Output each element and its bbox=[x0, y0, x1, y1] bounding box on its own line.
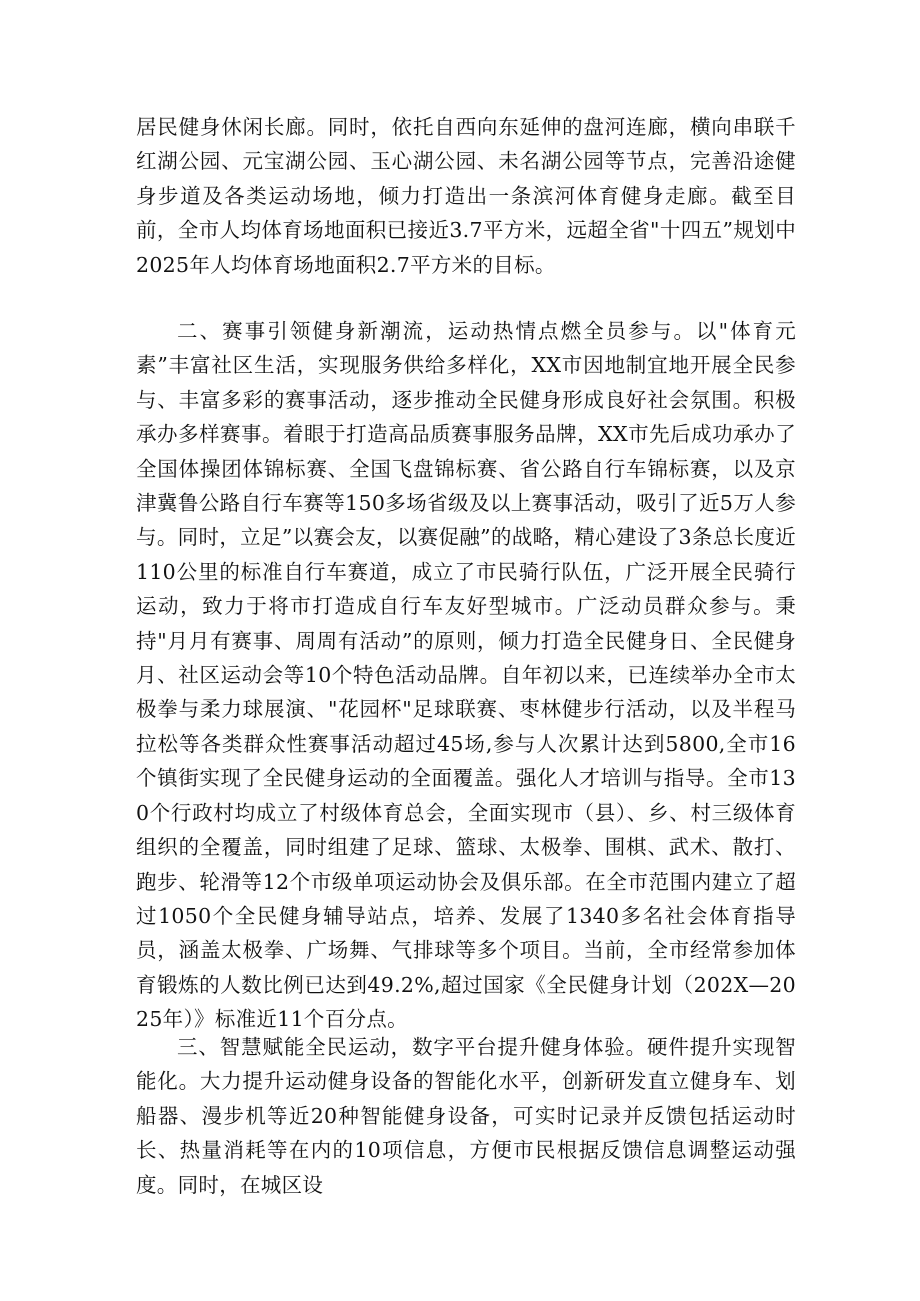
paragraph-section-three-smart-fitness: 三、智慧赋能全民运动，数字平台提升健身体验。硬件提升实现智能化。大力提升运动健身设备的智能化水平，创新研发直立健身车、划船器、漫步机等近20种智能健身设备，可实时记录并反馈包括运动时长、热量消耗等在内的10项信息，方便市民根据反馈信息调整运动强度。同时，在城区设 bbox=[136, 1035, 796, 1197]
paragraph-section-two-events: 二、赛事引领健身新潮流，运动热情点燃全员参与。以"体育元素”丰富社区生活，实现服务供给多样化，XX市因地制宜地开展全民参与、丰富多彩的赛事活动，逐步推动全民健身形成良好社会氛围。积极承办多样赛事。着眼于打造高品质赛事服务品牌，XX市先后成功承办了全国体操团体锦标赛、全国飞盘锦标赛、省公路自行车锦标赛，以及京津冀鲁公路自行车赛等150多场省级及以上赛事活动，吸引了近5万人参与。同时，立足”以赛会友，以赛促融”的战略，精心建设了3条总长度近110公里的标准自行车赛道，成立了市民骑行队伍，广泛开展全民骑行运动，致力于将市打造成自行车友好型城市。广泛动员群众参与。秉持"月月有赛事、周周有活动”的原则，倾力打造全民健身日、全民健身月、社区运动会等10个特色活动品牌。自年初以来，已连续举办全市太极拳与柔力球展演、"花园杯"足球联赛、枣林健步行活动，以及半程马拉松等各类群众性赛事活动超过45场,参与人次累计达到5800,全市16个镇街实现了全民健身运动的全面覆盖。强化人才培训与指导。全市130个行政村均成立了村级体育总会，全面实现市（县）、乡、村三级体育组织的全覆盖，同时组建了足球、篮球、太极拳、围棋、武术、散打、跑步、轮滑等12个市级单项运动协会及俱乐部。在全市范围内建立了超过1050个全民健身辅导站点，培养、发展了1340多名社会体育指导员，涵盖太极拳、广场舞、气排球等多个项目。当前，全市经常参加体育锻炼的人数比例已达到49.2%,超过国家《全民健身计划（202X—2025年）》标准近11个百分点。 bbox=[136, 319, 796, 1032]
paragraph-sports-venue-area: 居民健身休闲长廊。同时，依托自西向东延伸的盘河连廊，横向串联千红湖公园、元宝湖公园、玉心湖公园、未名湖公园等节点，完善沿途健身步道及各类运动场地，倾力打造出一条滨河体育健身走廊。截至目前，全市人均体育场地面积已接近3.7平方米，远超全省"十四五”规划中2025年人均体育场地面积2.7平方米的目标。 bbox=[136, 115, 796, 277]
